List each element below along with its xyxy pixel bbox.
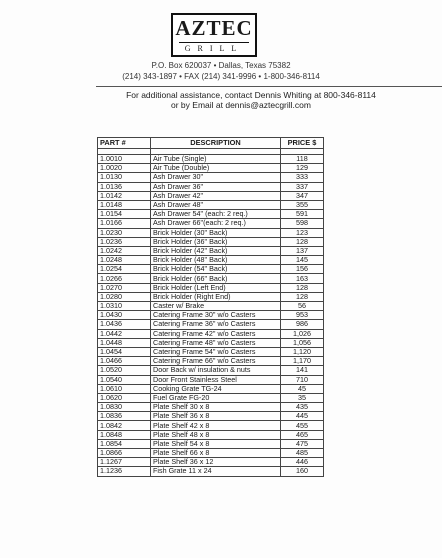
price-cell: 435 xyxy=(281,403,324,412)
price-cell: 123 xyxy=(281,228,324,237)
description-cell: Brick Holder (30" Back) xyxy=(151,228,281,237)
part-number-cell: 1.0280 xyxy=(98,292,151,301)
price-cell: 355 xyxy=(281,200,324,209)
description-cell: Plate Shelf 54 x 8 xyxy=(151,439,281,448)
part-number-cell: 1.0442 xyxy=(98,329,151,338)
description-cell: Fish Grate 11 x 24 xyxy=(151,467,281,476)
part-number-cell: 1.0230 xyxy=(98,228,151,237)
table-row xyxy=(98,302,324,311)
description-cell: Brick Holder (36" Back) xyxy=(151,237,281,246)
assistance-email: or by Email at dennis@aztecgrill.com xyxy=(171,100,311,110)
price-cell: 337 xyxy=(281,182,324,191)
part-number-cell: 1.0142 xyxy=(98,191,151,200)
table-row xyxy=(98,210,324,219)
description-cell: Door Front Stainless Steel xyxy=(151,375,281,384)
part-number-cell: 1.0830 xyxy=(98,403,151,412)
table-row xyxy=(98,246,324,255)
price-cell: 118 xyxy=(281,155,324,164)
part-number-cell: 1.0466 xyxy=(98,357,151,366)
description-cell: Plate Shelf 36 x 8 xyxy=(151,412,281,421)
description-cell: Catering Frame 42" w/o Casters xyxy=(151,329,281,338)
description-cell: Ash Drawer 54" (each: 2 req.) xyxy=(151,210,281,219)
price-cell: 137 xyxy=(281,246,324,255)
price-cell: 446 xyxy=(281,458,324,467)
part-number-cell: 1.0270 xyxy=(98,283,151,292)
table-row xyxy=(98,182,324,191)
table-row xyxy=(98,256,324,265)
price-cell: 163 xyxy=(281,274,324,283)
price-cell: 141 xyxy=(281,366,324,375)
part-number-cell: 1.1236 xyxy=(98,467,151,476)
part-number-cell: 1.0520 xyxy=(98,366,151,375)
table-row xyxy=(98,329,324,338)
part-number-cell: 1.0154 xyxy=(98,210,151,219)
table-row xyxy=(98,458,324,467)
price-list-body xyxy=(98,149,324,477)
description-cell: Cooking Grate TG-24 xyxy=(151,384,281,393)
part-number-cell: 1.0540 xyxy=(98,375,151,384)
price-cell: 129 xyxy=(281,164,324,173)
description-cell: Door Back w/ insulation & nuts xyxy=(151,366,281,375)
description-header: DESCRIPTION xyxy=(151,138,281,149)
part-number-cell: 1.0010 xyxy=(98,155,151,164)
table-row xyxy=(98,155,324,164)
part-number-cell: 1.0848 xyxy=(98,430,151,439)
description-cell: Catering Frame 48" w/o Casters xyxy=(151,338,281,347)
price-header: PRICE $ xyxy=(281,138,324,149)
price-cell: 128 xyxy=(281,237,324,246)
price-list-table xyxy=(97,137,324,477)
description-cell: Plate Shelf 48 x 8 xyxy=(151,430,281,439)
price-cell: 591 xyxy=(281,210,324,219)
part-number-cell: 1.0842 xyxy=(98,421,151,430)
price-cell: 953 xyxy=(281,311,324,320)
description-cell: Plate Shelf 66 x 8 xyxy=(151,449,281,458)
table-row xyxy=(98,375,324,384)
part-number-cell: 1.0266 xyxy=(98,274,151,283)
description-cell: Brick Holder (66" Back) xyxy=(151,274,281,283)
part-number-cell: 1.0130 xyxy=(98,173,151,182)
description-cell: Brick Holder (54" Back) xyxy=(151,265,281,274)
price-cell: 455 xyxy=(281,421,324,430)
price-cell: 1,026 xyxy=(281,329,324,338)
part-number-cell: 1.0136 xyxy=(98,182,151,191)
part-number-cell: 1.0430 xyxy=(98,311,151,320)
description-cell: Air Tube (Double) xyxy=(151,164,281,173)
table-row xyxy=(98,467,324,476)
description-cell: Brick Holder (Left End) xyxy=(151,283,281,292)
price-cell: 145 xyxy=(281,256,324,265)
description-cell: Ash Drawer 48" xyxy=(151,200,281,209)
table-row xyxy=(98,219,324,228)
table-row xyxy=(98,403,324,412)
part-number-cell: 1.0436 xyxy=(98,320,151,329)
description-cell: Caster w/ Brake xyxy=(151,302,281,311)
description-cell: Plate Shelf 36 x 12 xyxy=(151,458,281,467)
part-number-cell: 1.1267 xyxy=(98,458,151,467)
table-row xyxy=(98,366,324,375)
table-row xyxy=(98,311,324,320)
part-number-cell: 1.0236 xyxy=(98,237,151,246)
description-cell: Plate Shelf 30 x 8 xyxy=(151,403,281,412)
price-cell: 475 xyxy=(281,439,324,448)
price-cell: 1,120 xyxy=(281,347,324,356)
table-row xyxy=(98,292,324,301)
description-cell: Catering Frame 54" w/o Casters xyxy=(151,347,281,356)
table-row xyxy=(98,393,324,402)
part-number-cell: 1.0242 xyxy=(98,246,151,255)
part-number-cell: 1.0310 xyxy=(98,302,151,311)
header-divider xyxy=(96,86,442,87)
assistance-contact: For additional assistance, contact Dennis Whiting at 800-346-8114 xyxy=(126,90,376,100)
table-row xyxy=(98,173,324,182)
description-cell: Brick Holder (Right End) xyxy=(151,292,281,301)
logo-divider xyxy=(179,42,249,43)
description-cell: Ash Drawer 42" xyxy=(151,191,281,200)
table-row xyxy=(98,283,324,292)
price-cell: 56 xyxy=(281,302,324,311)
table-row xyxy=(98,430,324,439)
table-header-row xyxy=(98,138,324,149)
part-number-cell: 1.0836 xyxy=(98,412,151,421)
table-row xyxy=(98,421,324,430)
price-cell: 598 xyxy=(281,219,324,228)
table-row xyxy=(98,228,324,237)
table-row xyxy=(98,449,324,458)
table-row xyxy=(98,274,324,283)
price-cell: 710 xyxy=(281,375,324,384)
part-number-header: PART # xyxy=(98,138,151,149)
table-row xyxy=(98,384,324,393)
table-row xyxy=(98,237,324,246)
price-cell: 1,170 xyxy=(281,357,324,366)
table-row xyxy=(98,320,324,329)
description-cell: Ash Drawer 36" xyxy=(151,182,281,191)
description-cell: Ash Drawer 30" xyxy=(151,173,281,182)
table-row xyxy=(98,439,324,448)
phone-line: (214) 343-1897 • FAX (214) 341-9996 • 1-800-346-8114 xyxy=(122,72,320,81)
part-number-cell: 1.0610 xyxy=(98,384,151,393)
table-row xyxy=(98,357,324,366)
price-cell: 347 xyxy=(281,191,324,200)
price-cell: 465 xyxy=(281,430,324,439)
logo-subtitle: GRILL xyxy=(184,44,244,53)
price-cell: 45 xyxy=(281,384,324,393)
price-cell: 485 xyxy=(281,449,324,458)
price-cell: 986 xyxy=(281,320,324,329)
address-line: P.O. Box 620037 • Dallas, Texas 75382 xyxy=(151,61,291,70)
price-cell: 1,056 xyxy=(281,338,324,347)
part-number-cell: 1.0448 xyxy=(98,338,151,347)
description-cell: Catering Frame 30" w/o Casters xyxy=(151,311,281,320)
part-number-cell: 1.0020 xyxy=(98,164,151,173)
part-number-cell: 1.0166 xyxy=(98,219,151,228)
table-row xyxy=(98,164,324,173)
part-number-cell: 1.0254 xyxy=(98,265,151,274)
description-cell: Air Tube (Single) xyxy=(151,155,281,164)
description-cell: Plate Shelf 42 x 8 xyxy=(151,421,281,430)
table-row xyxy=(98,338,324,347)
part-number-cell: 1.0854 xyxy=(98,439,151,448)
description-cell: Ash Drawer 66"(each: 2 req.) xyxy=(151,219,281,228)
price-cell: 128 xyxy=(281,283,324,292)
description-cell: Brick Holder (42" Back) xyxy=(151,246,281,255)
table-row xyxy=(98,347,324,356)
part-number-cell: 1.0454 xyxy=(98,347,151,356)
table-row xyxy=(98,412,324,421)
price-cell: 445 xyxy=(281,412,324,421)
price-cell: 35 xyxy=(281,393,324,402)
table-row xyxy=(98,191,324,200)
price-cell: 333 xyxy=(281,173,324,182)
part-number-cell: 1.0620 xyxy=(98,393,151,402)
description-cell: Catering Frame 66" w/o Casters xyxy=(151,357,281,366)
logo-wordmark: AZTEC xyxy=(175,16,253,40)
table-row xyxy=(98,265,324,274)
part-number-cell: 1.0148 xyxy=(98,200,151,209)
description-cell: Brick Holder (48" Back) xyxy=(151,256,281,265)
part-number-cell: 1.0248 xyxy=(98,256,151,265)
price-cell: 156 xyxy=(281,265,324,274)
description-cell: Fuel Grate FG-20 xyxy=(151,393,281,402)
table-row xyxy=(98,200,324,209)
aztec-grill-logo xyxy=(171,13,257,57)
part-number-cell: 1.0866 xyxy=(98,449,151,458)
price-cell: 128 xyxy=(281,292,324,301)
price-cell: 160 xyxy=(281,467,324,476)
description-cell: Catering Frame 36" w/o Casters xyxy=(151,320,281,329)
